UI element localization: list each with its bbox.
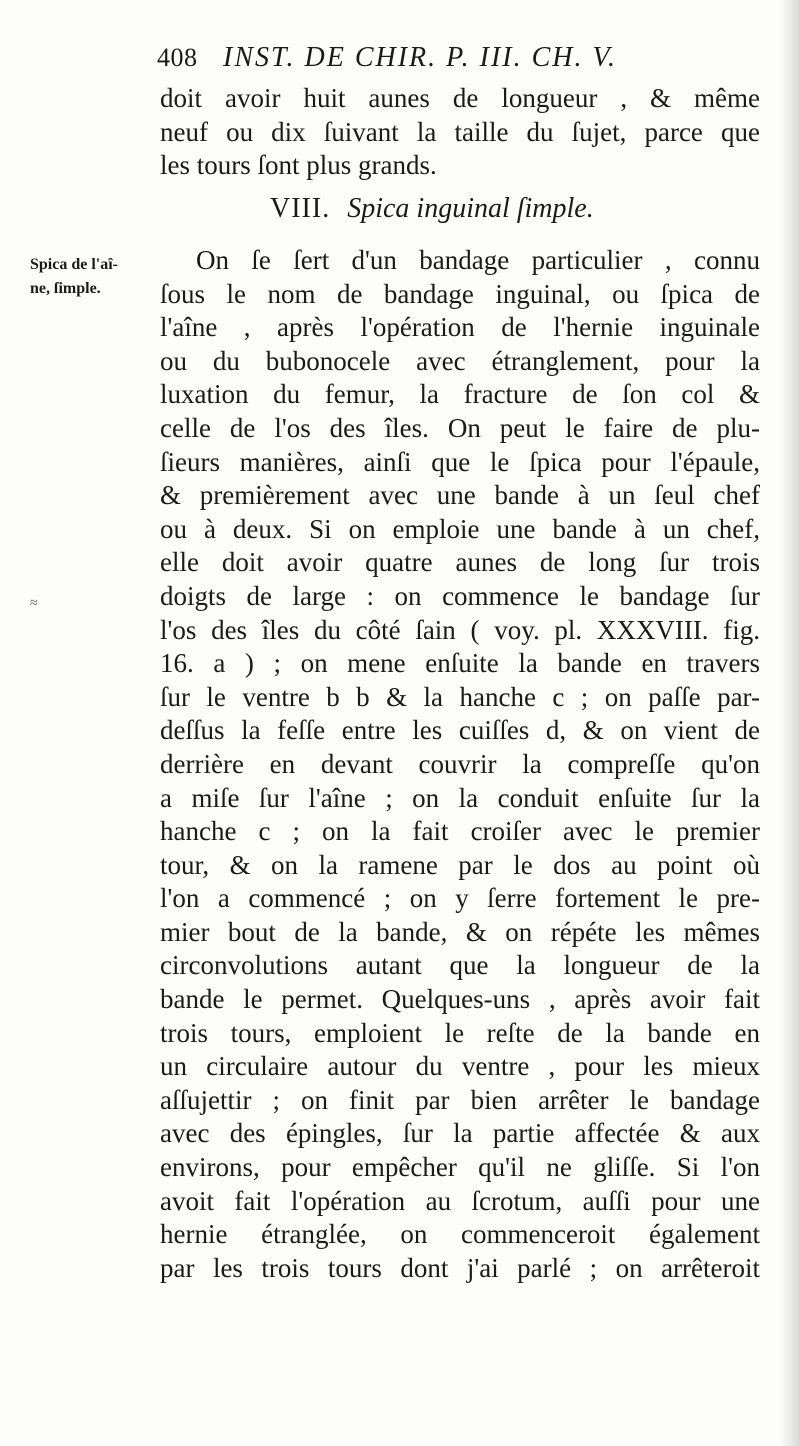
text-line: hernie étranglée, on commenceroit également bbox=[160, 1219, 760, 1250]
text-line: bande le permet. Quelques-uns , après avoir fait bbox=[160, 984, 760, 1015]
text-line: un circulaire autour du ventre , pour les mieux bbox=[160, 1051, 760, 1082]
section-number: VIII. bbox=[270, 193, 331, 224]
text-line: environs, pour empêcher qu'il ne gliſſe. Si l'on bbox=[160, 1152, 760, 1183]
top-paragraph bbox=[160, 82, 760, 183]
text-line: tour, & on la ramene par le dos au point où bbox=[160, 849, 760, 880]
text-line: ou du bubonocele avec étranglement, pour la bbox=[160, 345, 760, 376]
text-line: trois tours, emploient le reſte de la bande en bbox=[160, 1017, 760, 1048]
margin-ornament-mark: ≈ bbox=[30, 596, 38, 611]
text-line: avoit fait l'opération au ſcrotum, auſſi pour une bbox=[160, 1185, 760, 1216]
page-number: 408 bbox=[157, 43, 198, 72]
text-line: a miſe ſur l'aîne ; on la conduit enſuite ſur la bbox=[160, 782, 760, 813]
text-line: aſſujettir ; on finit par bien arrêter le bandage bbox=[160, 1084, 760, 1115]
text-line: derrière en devant couvrir la compreſſe qu'on bbox=[160, 748, 760, 779]
text-line: les tours ſont plus grands. bbox=[160, 150, 437, 181]
text-line: deſſus la feſſe entre les cuiſſes d, & on vient de bbox=[160, 715, 760, 746]
running-title: INST. DE CHIR. P. III. CH. V. bbox=[223, 42, 617, 73]
text-line: elle doit avoir quatre aunes de long ſur trois bbox=[160, 547, 760, 578]
text-line: l'on a commencé ; on y ſerre fortement le pre- bbox=[160, 883, 760, 914]
text-line: l'os des îles du côté ſain ( voy. pl. XXXVIII. fig. bbox=[160, 614, 760, 645]
text-line: ſous le nom de bandage inguinal, ou ſpica de bbox=[160, 278, 760, 309]
text-line: 16. a ) ; on mene enſuite la bande en travers bbox=[160, 648, 760, 679]
text-line: l'aîne , après l'opération de l'hernie inguinale bbox=[160, 312, 760, 343]
text-line: & premièrement avec une bande à un ſeul chef bbox=[160, 480, 760, 511]
text-line: neuf ou dix ſuivant la taille du ſujet, parce que bbox=[160, 116, 760, 147]
running-header bbox=[157, 42, 717, 82]
text-line: mier bout de la bande, & on répéte les mêmes bbox=[160, 916, 760, 947]
text-line: doigts de large : on commence le bandage ſur bbox=[160, 580, 760, 611]
text-line: On ſe ſert d'un bandage particulier , connu bbox=[196, 245, 760, 275]
margin-note-line: Spica de l'aî- bbox=[30, 256, 119, 273]
text-line: avec des épingles, ſur la partie affectée & aux bbox=[160, 1118, 760, 1149]
main-paragraph bbox=[160, 244, 760, 1285]
margin-note bbox=[30, 253, 155, 301]
text-line: luxation du femur, la fracture de ſon col & bbox=[160, 379, 760, 410]
text-line: hanche c ; on la fait croiſer avec le premier bbox=[160, 816, 760, 847]
text-line: celle de l'os des îles. On peut le faire de plu- bbox=[160, 412, 760, 443]
margin-note-line: ne, ſimple. bbox=[30, 280, 101, 297]
page-edge-shadow bbox=[778, 0, 800, 1446]
text-line: ſieurs manières, ainſi que le ſpica pour l'épaule, bbox=[160, 446, 760, 477]
text-line: par les trois tours dont j'ai parlé ; on arrêteroit bbox=[160, 1252, 760, 1283]
text-line: ou à deux. Si on emploie une bande à un chef, bbox=[160, 513, 760, 544]
section-title: Spica inguinal ſimple. bbox=[347, 193, 594, 224]
section-heading bbox=[270, 193, 594, 225]
text-line: doit avoir huit aunes de longueur , & même bbox=[160, 83, 760, 113]
text-line: ſur le ventre b b & la hanche c ; on paſſe par- bbox=[160, 681, 760, 712]
text-line: circonvolutions autant que la longueur de la bbox=[160, 950, 760, 981]
